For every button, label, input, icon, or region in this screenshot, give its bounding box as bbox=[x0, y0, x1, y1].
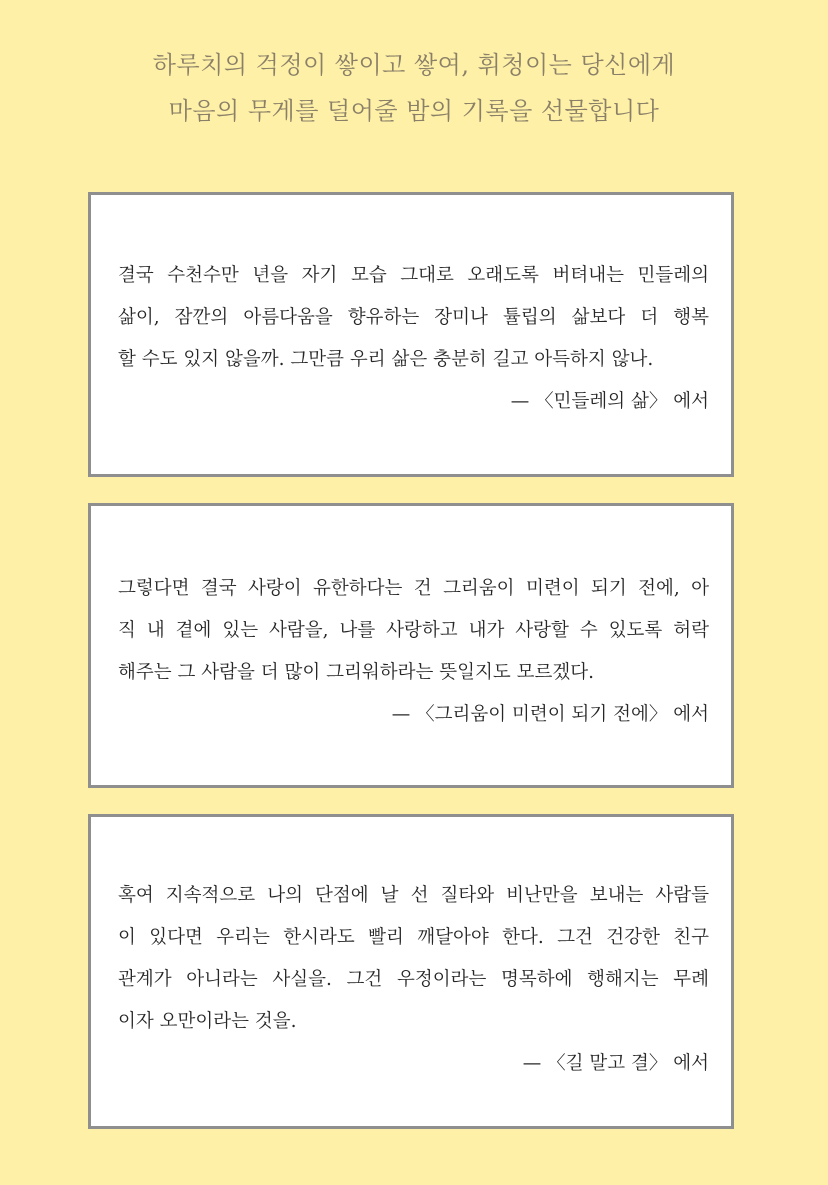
quote-source: — 〈길 말고 결〉 에서 bbox=[522, 1053, 709, 1074]
quote-source: — 〈그리움이 미련이 되기 전에〉 에서 bbox=[391, 704, 709, 725]
quote-line: 삶이, 잠깐의 아름다움을 향유하는 장미나 튤립의 삶보다 더 행복 bbox=[118, 307, 709, 328]
quote-line: 결국 수천수만 년을 자기 모습 그대로 오래도록 버텨내는 민들레의 bbox=[118, 265, 709, 286]
quote-line: 직 내 곁에 있는 사람을, 나를 사랑하고 내가 사랑할 수 있도록 허락 bbox=[118, 620, 709, 641]
quote-line: 혹여 지속적으로 나의 단점에 날 선 질타와 비난만을 보내는 사람들 bbox=[118, 885, 709, 906]
quote-line: 이자 오만이라는 것을. bbox=[118, 1011, 297, 1032]
quote-line: 그렇다면 결국 사랑이 유한하다는 건 그리움이 미련이 되기 전에, 아 bbox=[118, 578, 709, 599]
quote-text bbox=[118, 875, 709, 1085]
quote-source: — 〈민들레의 삶〉 에서 bbox=[510, 391, 709, 412]
headline bbox=[0, 42, 828, 134]
quote-line: 할 수도 있지 않을까. 그만큼 우리 삶은 충분히 길고 아득하지 않나. bbox=[118, 349, 654, 370]
quote-card bbox=[88, 503, 734, 788]
quote-line: 해주는 그 사람을 더 많이 그리워하라는 뜻일지도 모르겠다. bbox=[118, 662, 594, 683]
headline-line: 하루치의 걱정이 쌓이고 쌓여, 휘청이는 당신에게 bbox=[152, 51, 676, 79]
quote-card bbox=[88, 192, 734, 477]
quote-line: 이 있다면 우리는 한시라도 빨리 깨달아야 한다. 그건 건강한 친구 bbox=[118, 927, 709, 948]
quote-text bbox=[118, 568, 709, 736]
quote-line: 관계가 아니라는 사실을. 그건 우정이라는 명목하에 행해지는 무례 bbox=[118, 969, 709, 990]
headline-line: 마음의 무게를 덜어줄 밤의 기록을 선물합니다 bbox=[168, 97, 660, 125]
quote-text bbox=[118, 255, 709, 423]
quote-card bbox=[88, 814, 734, 1129]
